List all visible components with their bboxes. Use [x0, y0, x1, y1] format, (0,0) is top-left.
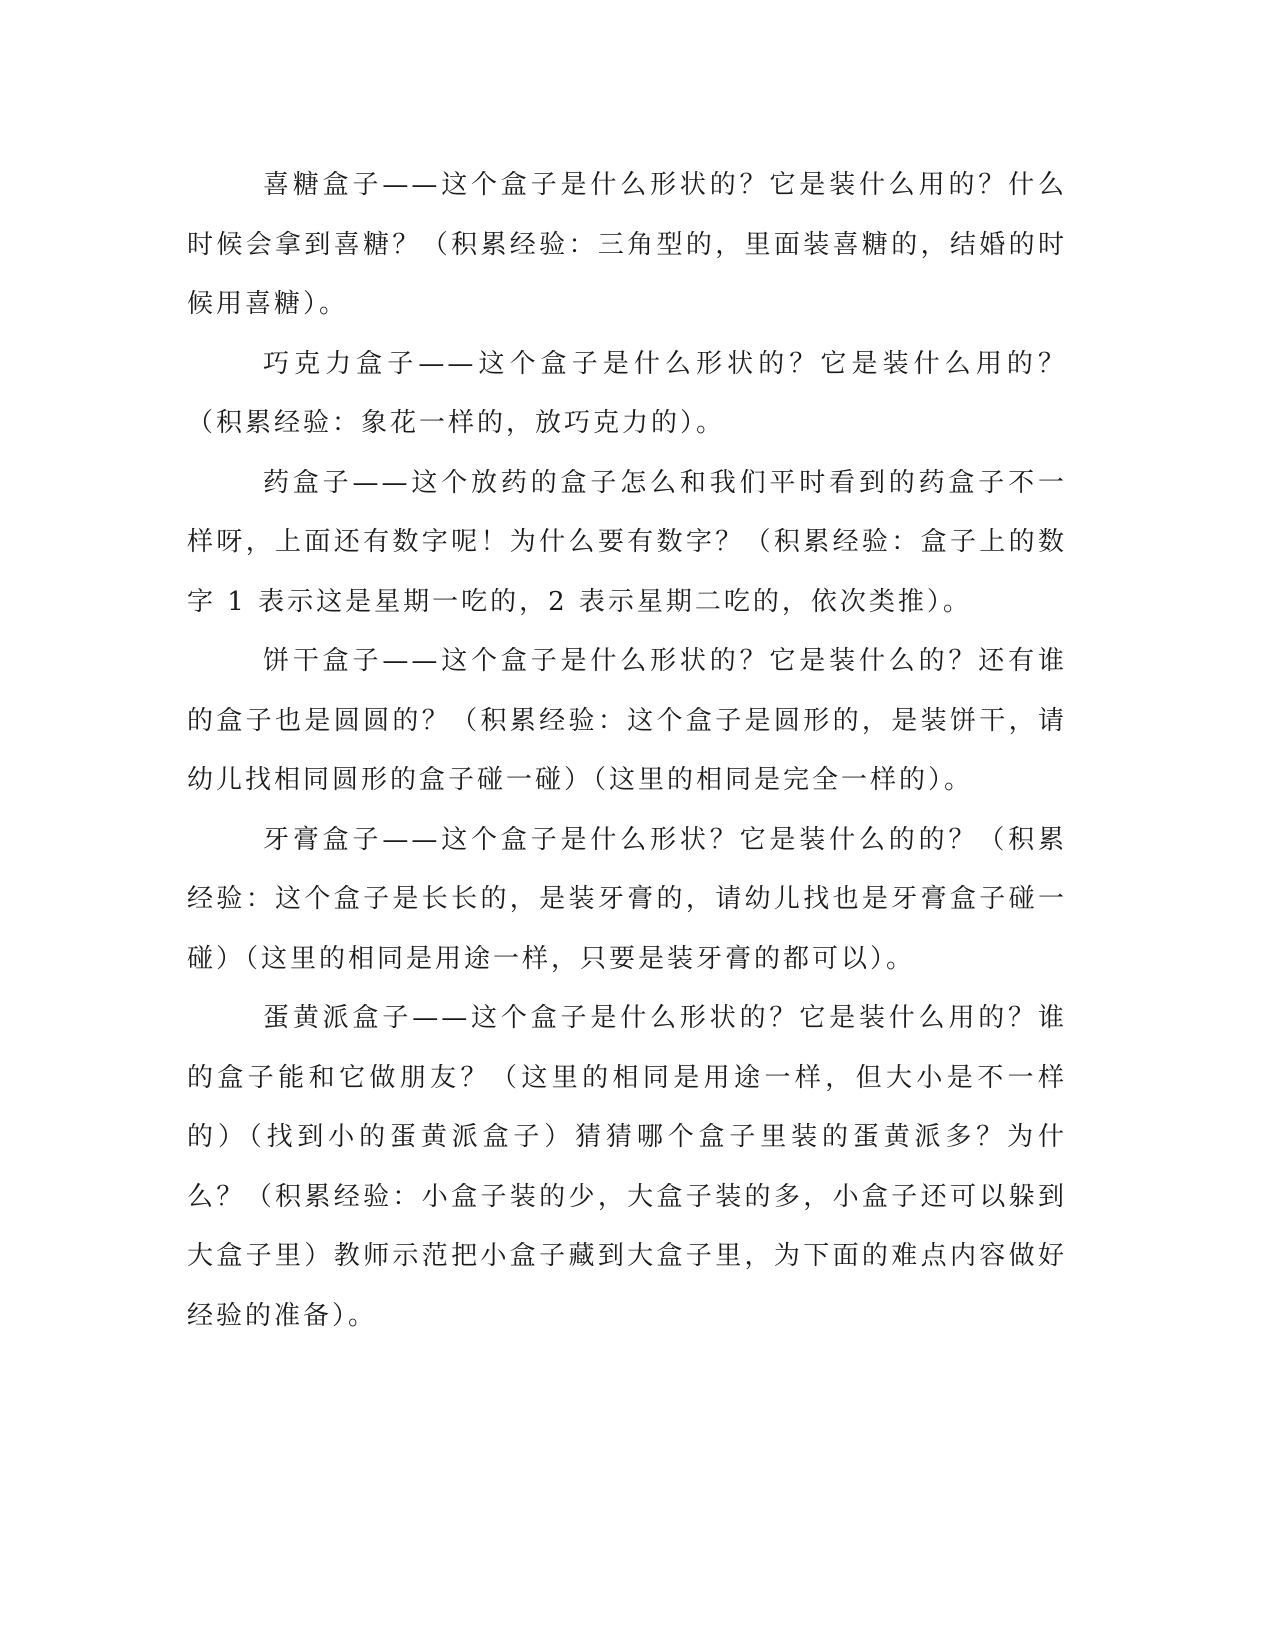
- paragraph-chocolate-box: 巧克力盒子——这个盒子是什么形状的？它是装什么用的？（积累经验：象花一样的，放巧克力的）。: [187, 348, 1067, 438]
- paragraph-medicine-box: 药盒子——这个放药的盒子怎么和我们平时看到的药盒子不一样呀，上面还有数字呢！为什么要有数字？（积累经验：盒子上的数字 1 表示这是星期一吃的，2 表示星期二吃的，依次类推）。: [187, 467, 1067, 617]
- paragraph-egg-pie-box: 蛋黄派盒子——这个盒子是什么形状的？它是装什么用的？谁的盒子能和它做朋友？（这里的相同是用途一样，但大小是不一样的）（找到小的蛋黄派盒子）猜猜哪个盒子里装的蛋黄派多？为什么？（积累经验：小盒子装的少，大盒子装的多，小盒子还可以躲到大盒子里）教师示范把小盒子藏到大盒子里，为下面的难点内容做好经验的准备）。: [187, 1003, 1067, 1331]
- paragraph-toothpaste-box: 牙膏盒子——这个盒子是什么形状？它是装什么的的？（积累经验：这个盒子是长长的，是装牙膏的，请幼儿找也是牙膏盒子碰一碰）（这里的相同是用途一样，只要是装牙膏的都可以）。: [187, 824, 1067, 974]
- paragraph-candy-box: 喜糖盒子——这个盒子是什么形状的？它是装什么用的？什么时候会拿到喜糖？（积累经验：三角型的，里面装喜糖的，结婚的时候用喜糖）。: [187, 170, 1067, 319]
- paragraph-biscuit-box: 饼干盒子——这个盒子是什么形状的？它是装什么的？还有谁的盒子也是圆圆的？（积累经验：这个盒子是圆形的，是装饼干，请幼儿找相同圆形的盒子碰一碰）（这里的相同是完全一样的）。: [187, 646, 1067, 795]
- document-body: [187, 156, 1067, 1346]
